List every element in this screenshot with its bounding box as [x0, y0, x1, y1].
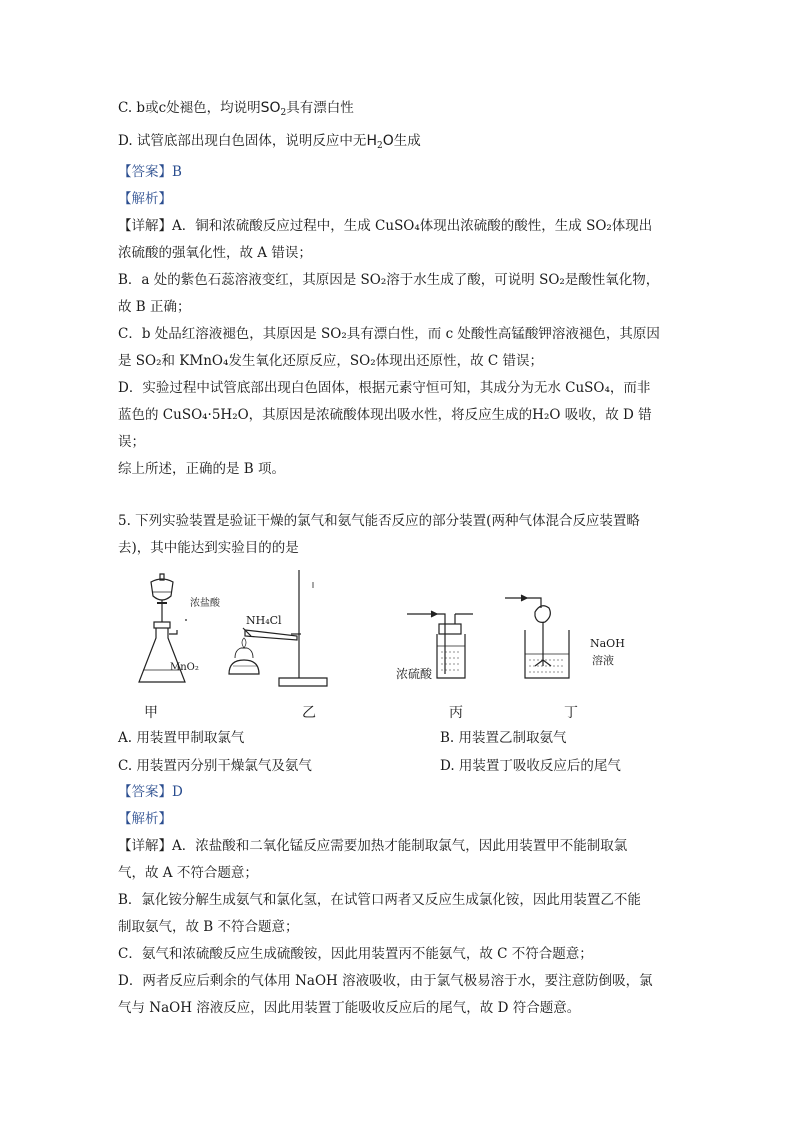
q5-detail-line: B．氯化铵分解生成氨气和氯化氢，在试管口两者又反应生成氯化铵，因此用装置乙不能 — [118, 892, 641, 908]
q4-detail-line: D．实验过程中试管底部出现白色固体，根据元素守恒可知，其成分为无水 CuSO₄，而非 — [118, 380, 651, 396]
caption-ding: 丁 — [564, 705, 578, 721]
label-mno2: MnO₂ — [170, 662, 199, 673]
q5-option-b: B. 用装置乙制取氨气 — [440, 730, 567, 746]
q4-detail-line: 故 B 正确； — [118, 299, 191, 315]
q5-option-c: C. 用装置丙分别干燥氯气及氨气 — [118, 758, 312, 774]
q5-detail-line: 制取氨气，故 B 不符合题意； — [118, 919, 299, 935]
q4-option-c: C. b或c处褪色，均说明$SO_2$具有漂白性 — [118, 100, 354, 118]
q4-detail-line: C．b 处品红溶液褪色，其原因是 SO₂具有漂白性，而 c 处酸性高锰酸钾溶液褪色，其原因 — [118, 326, 660, 342]
caption-jia: 甲 — [144, 705, 158, 721]
q5-detail-line: 【详解】A．浓盐酸和二氧化锰反应需要加热才能制取氯气，因此用装置甲不能制取氯 — [118, 838, 628, 854]
label-naoh: NaOH — [590, 637, 625, 650]
q4-detail-line: 蓝色的 CuSO₄·5H₂O，其原因是浓硫酸体现出吸水性，将反应生成的H₂O 吸收，故 D 错 — [118, 407, 652, 423]
q4-detail-line: 【详解】A．铜和浓硫酸反应过程中，生成 CuSO₄体现出浓硫酸的酸性，生成 SO₂体现出 — [118, 218, 653, 234]
q5-stem-cont: 去)，其中能达到实验目的的是 — [118, 540, 299, 556]
q5-detail-line: 气与 NaOH 溶液反应，因此用装置丁能吸收反应后的尾气，故 D 符合题意。 — [118, 1000, 581, 1016]
q4-option-d: D. 试管底部出现白色固体，说明反应中无$H_2O$生成 — [118, 133, 421, 151]
q5-detail-line: D．两者反应后剩余的气体用 NaOH 溶液吸收，由于氯气极易溶于水，要注意防倒吸，氯 — [118, 973, 653, 989]
q4-analysis-heading: 【解析】 — [118, 191, 172, 207]
q4-detail-line: B．a 处的紫色石蕊溶液变红，其原因是 SO₂溶于水生成了酸，可说明 SO₂是酸性氧化物， — [118, 272, 660, 288]
q4-detail-line: 浓硫酸的强氧化性，故 A 错误； — [118, 245, 312, 261]
q5-detail-line: C．氨气和浓硫酸反应生成硫酸铵，因此用装置丙不能氨气，故 C 不符合题意； — [118, 946, 593, 962]
q5-stem: 5. 下列实验装置是验证干燥的氯气和氨气能否反应的部分装置(两种气体混合反应装置略 — [118, 513, 640, 529]
q4-answer: 【答案】B — [118, 164, 182, 180]
label-nh4cl: NH₄Cl — [246, 614, 282, 627]
q5-analysis-heading: 【解析】 — [118, 811, 172, 827]
q5-option-d: D. 用装置丁吸收反应后的尾气 — [440, 758, 621, 774]
q5-answer: 【答案】D — [118, 784, 183, 800]
q4-detail-line: 误； — [118, 434, 145, 450]
caption-bing: 丙 — [449, 705, 463, 721]
label-conc-h2so4: 浓硫酸 — [396, 667, 433, 681]
label-conc-hcl: 浓盐酸 — [190, 598, 220, 609]
label-solution: 溶液 — [592, 654, 614, 667]
q4-detail-line: 综上所述，正确的是 B 项。 — [118, 461, 286, 477]
q4-detail-line: 是 SO₂和 KMnO₄发生氧化还原反应，SO₂体现出还原性，故 C 错误； — [118, 353, 544, 369]
q5-detail-line: 气，故 A 不符合题意； — [118, 865, 258, 881]
q5-option-a: A. 用装置甲制取氯气 — [118, 730, 245, 746]
caption-yi: 乙 — [302, 705, 316, 721]
apparatus-ding — [505, 595, 569, 678]
